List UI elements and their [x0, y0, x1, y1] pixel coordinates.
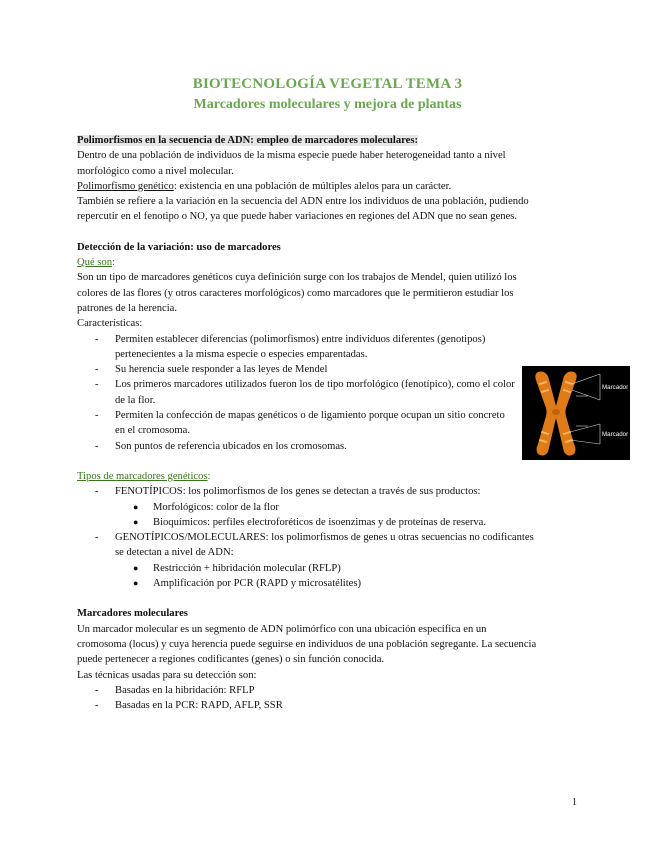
list-item-genotipicos	[77, 530, 537, 561]
list-item-text: Permiten establecer diferencias (polimorfismos) entre individuos diferentes (genotipos) pertenecientes a la misma especie o especies emparentadas.	[115, 333, 486, 360]
paragraph: Las técnicas usadas para su detección son:	[77, 669, 257, 681]
marker-2-label: Marcador 2	[602, 431, 634, 438]
tipos-list-2	[77, 530, 537, 561]
sublist-item-text: Amplificación por PCR (RAPD y microsatélites)	[153, 578, 362, 590]
document-title: BIOTECNOLOGÍA VEGETAL TEMA 3	[192, 76, 463, 92]
bullet-marker: ●	[133, 516, 139, 527]
chromosome-illustration	[522, 366, 634, 460]
subheading-que-son	[77, 255, 537, 270]
caracteristicas-list	[77, 332, 517, 454]
paragraph: También se refiere a la variación en la secuencia del ADN entre los individuos de una población, pudiendo repercutir en el fenotipo o NO, ya que puede haber variaciones en regiones del ADN que no sean genes.	[77, 196, 529, 223]
page-number: 1	[572, 797, 577, 808]
document-body	[77, 133, 537, 713]
sublist-item	[115, 500, 537, 515]
term-polimorfismo-genetico: Polimorfismo genético	[77, 180, 174, 192]
sublist-item-text: Restricción + hibridación molecular (RFLP)	[153, 562, 341, 574]
dash-marker: -	[95, 410, 99, 422]
marker-1-label: Marcador 1	[602, 384, 634, 391]
list-item	[77, 698, 537, 713]
sublist-item	[115, 561, 537, 576]
list-item-text: Permiten la confección de mapas genéticos o de ligamiento porque ocupan un sitio concreto en el cromosoma.	[115, 410, 505, 437]
dash-marker: -	[95, 379, 99, 391]
bullet-marker: ●	[133, 578, 139, 589]
dash-marker: -	[95, 440, 99, 452]
section-heading: Polimorfismos en la secuencia de ADN: empleo de marcadores moleculares:	[77, 135, 419, 146]
subheading-colon: :	[207, 470, 211, 482]
dash-marker: -	[95, 700, 99, 712]
subheading-colon: :	[112, 257, 115, 269]
list-item	[77, 332, 517, 363]
list-item	[77, 439, 517, 454]
list-item-text: GENOTÍPICOS/MOLECULARES: los polimorfismos de genes u otras secuencias no codificantes se detectan a nivel de ADN:	[115, 532, 534, 559]
list-item-text: Basadas en la hibridación: RFLP	[115, 684, 255, 696]
dash-marker: -	[95, 333, 99, 345]
chromosome-figure	[522, 366, 634, 460]
dash-marker: -	[95, 684, 99, 696]
sublist-item-text: Morfológicos: color de la flor	[153, 501, 279, 513]
tipos-list	[77, 484, 537, 499]
dash-marker: -	[95, 364, 99, 376]
section-heading: Detección de la variación: uso de marcadores	[77, 241, 281, 253]
paragraph: Características:	[77, 318, 143, 330]
tecnicas-list	[77, 683, 537, 714]
sublist-item-text: Bioquímicos: perfiles electroforéticos de isoenzimas y de proteínas de reserva.	[153, 516, 486, 528]
subheading-tipos	[77, 469, 537, 484]
list-item-fenotipicos	[77, 484, 537, 499]
definition-paragraph	[77, 179, 537, 194]
list-item-text: Basadas en la PCR: RAPD, AFLP, SSR	[115, 700, 283, 712]
list-item-text: FENOTÍPICOS: los polimorfismos de los genes se detectan a través de sus productos:	[115, 486, 481, 498]
subheading-label: Qué son	[77, 257, 113, 269]
section-polimorfismos	[77, 133, 537, 148]
list-item	[77, 683, 537, 698]
document-subtitle: Marcadores moleculares y mejora de plantas	[193, 97, 462, 112]
dash-marker: -	[95, 486, 99, 498]
list-item-text: Son puntos de referencia ubicados en los cromosomas.	[115, 440, 347, 452]
paragraph: Un marcador molecular es un segmento de ADN polimórfico con una ubicación específica en un cromosoma (locus) y cuya herencia puede seguirse en individuos de una población segregante. La secuencia puede pertenecer a regiones codificantes (genes) o sin función conocida.	[77, 623, 537, 666]
fenotipicos-sublist	[77, 500, 537, 531]
sublist-item	[115, 576, 537, 591]
list-item-text: Su herencia suele responder a las leyes de Mendel	[115, 364, 328, 376]
subheading-label: Tipos de marcadores genéticos	[77, 470, 208, 482]
list-item	[77, 362, 517, 377]
bullet-marker: ●	[133, 501, 139, 512]
genotipicos-sublist	[77, 561, 537, 592]
list-item-text: Los primeros marcadores utilizados fueron los de tipo morfológico (fenotípico), como el color de la flor.	[115, 379, 515, 406]
list-item	[77, 408, 517, 439]
paragraph: Son un tipo de marcadores genéticos cuya definición surge con los trabajos de Mendel, quien utilizó los colores de las flores (y otros caracteres morfológicos) como marcadores que le permitieron estudiar los patrones de la herencia.	[77, 272, 517, 314]
term-definition: : existencia en una población de múltiples alelos para un carácter.	[173, 180, 452, 192]
paragraph: Dentro de una población de individuos de la misma especie puede haber heterogeneidad tanto a nivel morfológico como a nivel molecular.	[77, 150, 506, 177]
bullet-marker: ●	[133, 562, 139, 573]
dash-marker: -	[95, 532, 99, 544]
sublist-item	[115, 515, 537, 530]
centromere	[552, 409, 560, 415]
list-item	[77, 377, 517, 408]
section-heading: Marcadores moleculares	[77, 608, 188, 620]
